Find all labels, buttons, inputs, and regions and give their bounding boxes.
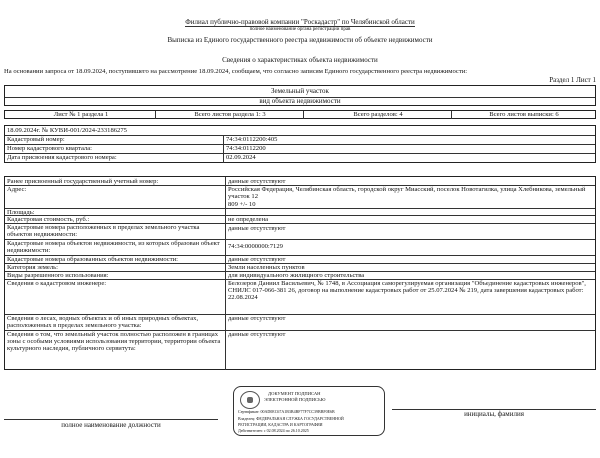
position-caption: полное наименование должности (61, 421, 161, 429)
sheet-ref: Раздел 1 Лист 1 (549, 76, 596, 84)
engineer-value: Белозеров Даниил Васильевич, № 1748, в Ассоциация саморегулируемая организация "Объединение кадастровых инженеров", СНИЛС 017-066-381 26, договор на выполнение кадастровых работ от 25.07.2024 № 219, дата завершения кадастровых работ: 22.08.2024 (228, 280, 586, 302)
cadastral-quarter: 74:34:0112200 (226, 145, 266, 152)
parent-objects-value: 74:34:0000000:7129 (228, 243, 283, 250)
object-type-caption: вид объекта недвижимости (259, 97, 341, 105)
section-title: Сведения о характеристиках объекта недвижимости (222, 56, 378, 64)
object-type: Земельный участок (271, 87, 329, 95)
extract-sheets-total: Всего листов выписки: 6 (489, 111, 559, 118)
row-label: Дата присвоения кадастрового номера: (7, 154, 117, 161)
basis-text: На основании запроса от 18.09.2024, поступившего на рассмотрение 18.09.2024, сообщаем, что согласно записям Единого государственного реестра недвижимости: (4, 68, 468, 75)
land-category-value: Земли населенных пунктов (228, 264, 305, 271)
stamp-line1: ДОКУМЕНТ ПОДПИСАН (268, 391, 321, 396)
electronic-signature-stamp (233, 386, 385, 436)
row-value: данные отсутствуют (228, 225, 286, 232)
sheets-row (4, 110, 596, 119)
emblem-icon (240, 391, 260, 409)
row-value: данные отсутствуют (228, 178, 286, 185)
row-value: данные отсутствуют (228, 331, 286, 338)
sheets-total: Всего листов раздела 1: 3 (194, 111, 266, 118)
stamp-cert: Сертификат: 00AD0EC67A1B3B4BF77F7CC39BBF0E6B (238, 409, 335, 414)
row-label: Кадастровый номер: (7, 136, 65, 143)
reference-number: 18.09.2024г. № КУВИ-001/2024-233186275 (7, 127, 127, 134)
permitted-use-value: для индивидуального жилищного строительства (228, 272, 365, 279)
cadastral-value: не определена (228, 216, 269, 223)
row-label: Кадастровая стоимость, руб.: (7, 216, 90, 223)
stamp-line2: ЭЛЕКТРОННОЙ ПОДПИСЬЮ (264, 397, 326, 402)
sections-total: Всего разделов: 4 (353, 111, 403, 118)
org-name: Филиал публично-правовой компании "Роскадастр" по Челябинской области (185, 18, 415, 26)
row-label: Адрес: (7, 186, 27, 193)
document-title: Выписка из Единого государственного реестра недвижимости об объекте недвижимости (167, 36, 433, 44)
row-label: Сведения о том, что земельный участок полностью расположен в границах зоны с особыми условиями использования территории, территории объекта культурного наследия, публичного сервитута: (7, 331, 221, 353)
stamp-owner2: РЕГИСТРАЦИИ, КАДАСТРА И КАРТОГРАФИИ (238, 422, 323, 427)
row-label: Сведения о лесах, водных объектах и об иных природных объектах, расположенных в пределах земельного участка: (7, 315, 199, 330)
row-label: Сведения о кадастровом инженере: (7, 280, 107, 287)
row-label: Кадастровые номера образованных объектов недвижимости: (7, 256, 178, 263)
address-value: Российская Федерация, Челябинская область, городской округ Миасский, поселок Новотагилка, улица Хлебникова, земельный участок 12 (228, 186, 586, 201)
stamp-owner: Владелец: ФЕДЕРАЛЬНАЯ СЛУЖБА ГОСУДАРСТВЕННОЙ (238, 416, 344, 421)
cadastral-number: 74:34:0112200:405 (226, 136, 278, 143)
row-label: Площадь: (7, 209, 35, 216)
sheet-number: Лист № 1 раздела 1 (53, 111, 109, 118)
characteristics-table (4, 176, 596, 370)
position-line (4, 419, 218, 420)
org-caption: полное наименование органа регистрации прав (249, 27, 351, 32)
area-value: 809 +/- 10 (228, 201, 256, 208)
row-label: Ранее присвоенный государственный учетный номер: (7, 178, 159, 185)
assignment-date: 02.09.2024 (226, 154, 256, 161)
row-label: Номер кадастрового квартала: (7, 145, 92, 152)
object-type-box (4, 85, 596, 106)
row-label: Виды разрешенного использования: (7, 272, 109, 279)
name-caption: инициалы, фамилия (464, 410, 524, 418)
stamp-valid: Действителен: с 02.08.2024 по 26.10.2025 (238, 428, 309, 433)
row-label: Кадастровые номера расположенных в пределах земельного участка объектов недвижимости: (7, 224, 200, 239)
identification-table (4, 125, 596, 163)
row-value: данные отсутствуют (228, 256, 286, 263)
row-label: Кадастровые номера объектов недвижимости, из которых образован объект недвижимости: (7, 240, 220, 255)
row-label: Категория земель: (7, 264, 58, 271)
row-value: данные отсутствуют (228, 315, 286, 322)
